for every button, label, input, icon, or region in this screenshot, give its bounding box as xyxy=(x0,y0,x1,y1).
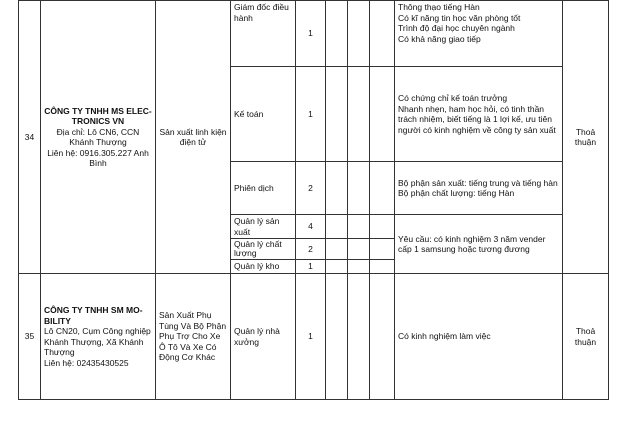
requirement-line: Bộ phận chất lượng: tiếng Hàn xyxy=(398,188,515,198)
empty-cell xyxy=(370,239,395,260)
requirement-line: Trình độ đại học chuyên ngành xyxy=(398,23,515,33)
job-qty-cell: 1 xyxy=(296,67,326,162)
empty-cell xyxy=(370,260,395,274)
empty-cell xyxy=(326,67,348,162)
requirement-line: Có chứng chỉ kế toán trưởng xyxy=(398,93,508,103)
job-title-cell: Phiên dịch xyxy=(231,162,296,215)
industry-cell: Sản xuất linh kiện điện tử xyxy=(156,1,231,274)
empty-cell xyxy=(348,260,370,274)
job-qty-cell: 2 xyxy=(296,239,326,260)
company-contact: Liên hệ: 0916.305.227 Anh Bình xyxy=(47,147,149,168)
company-address: Lô CN20, Cụm Công nghiệp Khánh Thượng, Xã Khánh Thượng xyxy=(44,326,151,357)
job-qty-cell: 1 xyxy=(296,260,326,274)
stt-cell: 34 xyxy=(19,1,41,274)
empty-cell xyxy=(326,1,348,67)
requirement-line: Có kĩ năng tin học văn phòng tốt xyxy=(398,12,521,23)
empty-cell xyxy=(348,274,370,400)
table-row xyxy=(19,1,609,67)
requirement-line: Có khả năng giao tiếp xyxy=(398,33,481,44)
requirement-cell xyxy=(395,215,563,274)
job-qty-cell: 1 xyxy=(296,274,326,400)
job-title-cell: Quản lý sản xuất xyxy=(231,215,296,239)
empty-cell xyxy=(326,260,348,274)
stt-cell: 35 xyxy=(19,274,41,400)
empty-cell xyxy=(348,162,370,215)
job-title-cell: Quản lý chất lượng xyxy=(231,239,296,260)
empty-cell xyxy=(370,162,395,215)
requirement-line: Nhanh nhẹn, ham học hỏi, có tinh thần trách nhiệm, biết tiếng là 1 lợi kế, ưu tiên người có kinh nghiệm về công ty sản xuất xyxy=(398,103,556,135)
empty-cell xyxy=(370,274,395,400)
table-row xyxy=(19,274,609,400)
job-title-cell: Giám đốc điều hành xyxy=(231,1,296,67)
company-name: CÔNG TY TNHH MS ELEC-TRONICS VN xyxy=(44,105,152,126)
job-qty-cell: 2 xyxy=(296,162,326,215)
job-title-cell: Quản lý kho xyxy=(231,260,296,274)
requirement-line: Thông thạo tiếng Hàn xyxy=(398,2,480,12)
empty-cell xyxy=(370,67,395,162)
empty-cell xyxy=(326,239,348,260)
empty-cell xyxy=(348,67,370,162)
empty-cell xyxy=(370,1,395,67)
requirement-line: Yêu cầu: có kinh nghiệm 3 năm vender cấp 1 samsung hoặc tương đương xyxy=(398,233,546,254)
salary-cell: Thoả thuận xyxy=(563,274,609,400)
document-page xyxy=(18,0,614,430)
empty-cell xyxy=(326,215,348,239)
empty-cell xyxy=(370,215,395,239)
job-title-cell: Kế toán xyxy=(231,67,296,162)
industry-cell: Sản Xuất Phụ Tùng Và Bộ Phận Phụ Trợ Cho Xe Ô Tô Và Xe Có Động Cơ Khác xyxy=(156,274,231,400)
requirement-cell xyxy=(395,162,563,215)
company-address: Địa chỉ: Lô CN6, CCN Khánh Thượng xyxy=(56,126,140,147)
salary-cell: Thoả thuận xyxy=(563,1,609,274)
job-qty-cell: 1 xyxy=(296,1,326,67)
company-cell xyxy=(41,274,156,400)
requirement-cell xyxy=(395,67,563,162)
job-qty-cell: 4 xyxy=(296,215,326,239)
empty-cell xyxy=(348,1,370,67)
job-title-cell: Quản lý nhà xưởng xyxy=(231,274,296,400)
empty-cell xyxy=(348,215,370,239)
empty-cell xyxy=(326,274,348,400)
requirement-cell xyxy=(395,274,563,400)
requirement-cell xyxy=(395,1,563,67)
requirement-line: Bộ phận sản xuất: tiếng trung và tiếng hàn xyxy=(398,177,558,188)
company-contact: Liên hệ: 02435430525 xyxy=(44,357,129,368)
company-name: CÔNG TY TNHH SM MO-BILITY xyxy=(44,305,143,326)
company-cell xyxy=(41,1,156,274)
requirement-line: Có kinh nghiệm làm việc xyxy=(398,331,491,342)
recruitment-table xyxy=(18,0,609,400)
empty-cell xyxy=(348,239,370,260)
empty-cell xyxy=(326,162,348,215)
